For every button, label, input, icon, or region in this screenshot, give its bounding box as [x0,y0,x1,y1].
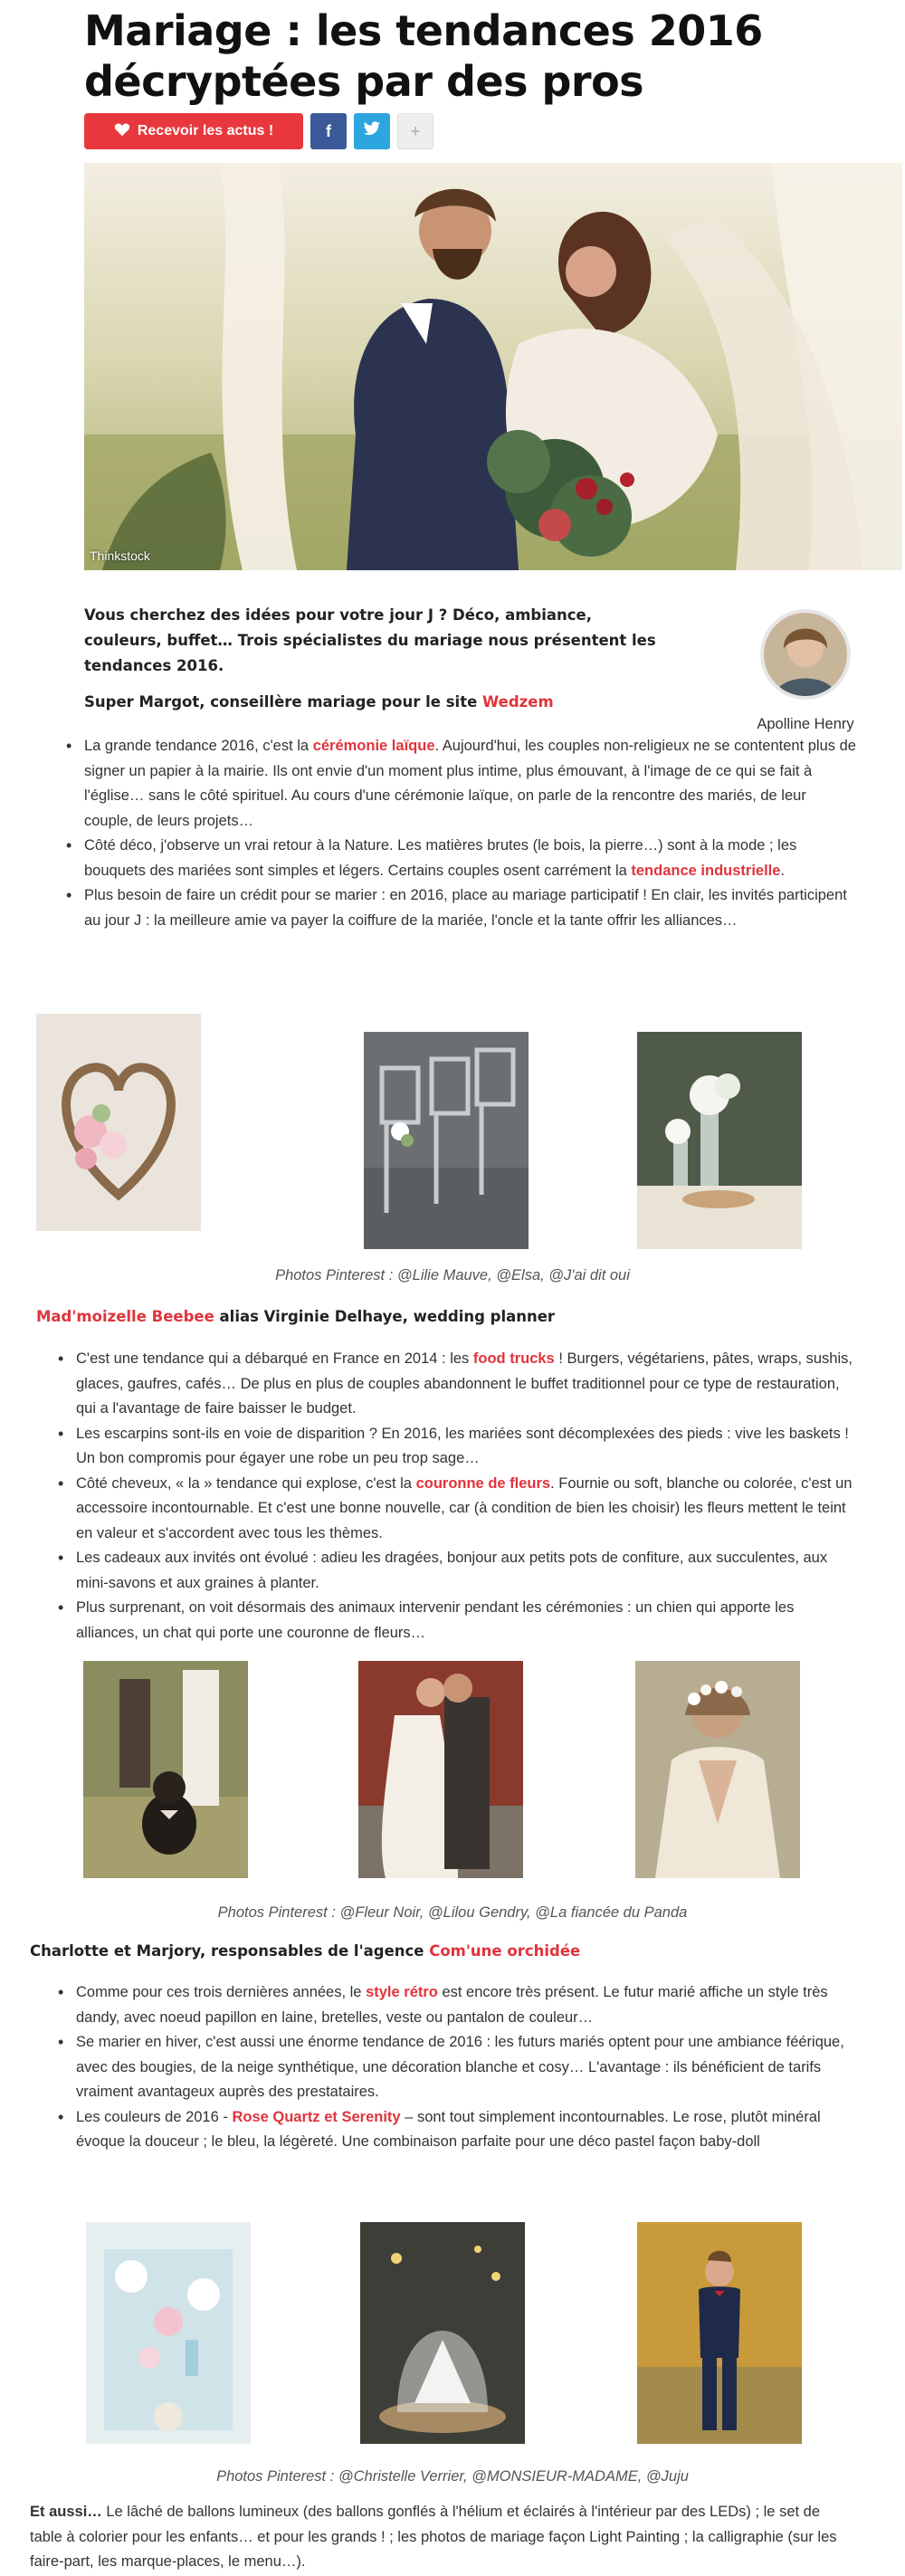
section1-list [61,734,857,933]
pastel-table-photo[interactable] [86,2222,251,2444]
ceremonie-laique-link[interactable]: cérémonie laïque [312,738,435,754]
outro-paragraph [30,2500,853,2575]
food-trucks-link[interactable]: food trucks [472,1350,555,1367]
couple-kiss-photo[interactable] [358,1661,523,1878]
section1-heading [84,693,554,711]
section3-heading [30,1942,580,1960]
section2-heading-text: alias Virginie Delhaye, wedding planner [214,1308,556,1325]
follow-news-label: Recevoir les actus ! [137,123,274,138]
list-item: • Les couleurs de 2016 - Rose Quartz et Serenity – sont tout simplement incontournables. Le rose, plutôt minéral évoque la douceur ; le bleu, la légèreté. Une combinaison parfaite pour une déco pastel façon baby-doll [52,2105,858,2155]
couronne-de-fleurs-link[interactable]: couronne de fleurs [415,1474,551,1492]
plus-icon: + [410,121,421,140]
list-item: • Côté cheveux, « la » tendance qui explose, c'est la couronne de fleurs. Fournie ou soft, blanche ou colorée, c'est un accessoire incontournable. Et c'est une bonne nouvelle, car (à condition de bien les choisir) les fleurs mettent le teint en valeur et s'accordent avec tous les thèmes. [52,1472,858,1547]
dog-wedding-photo[interactable] [83,1661,248,1878]
dandy-groom-photo[interactable] [637,2222,802,2444]
list-item: • Plus surprenant, on voit désormais des animaux intervenir pendant les cérémonies : un chien qui apporte les alliances, un chat qui porte une couronne de fleurs… [52,1596,858,1646]
list-item: • La grande tendance 2016, c'est la cérémonie laïque. Aujourd'hui, les couples non-religieux ne se contentent plus de signer un papier à la mairie. Ils ont envie d'un moment plus intime, plus émouvant, à l'image de ce qui se fait à l'église… sans le côté spirituel. Au cours d'une cérémonie laïque, on parle de la rencontre des mariés, de leur couple, de leurs projets… [61,734,857,834]
section2-list [52,1347,858,1646]
section1-heading-text: Super Margot, conseillère mariage pour le site [84,693,483,711]
article-title: Mariage : les tendances 2016 décryptées par des pros [84,6,763,106]
rose-quartz-serenity-link[interactable]: Rose Quartz et Serenity [232,2108,401,2125]
facebook-icon: f [326,121,331,140]
gallery-1-caption: Photos Pinterest : @Lilie Mauve, @Elsa, @J'ai dit oui [275,1267,630,1283]
more-share-button[interactable] [397,113,433,149]
section3-list [52,1980,858,2155]
facebook-share-button[interactable] [310,113,347,149]
author-card[interactable] [733,609,878,733]
wedzem-link[interactable]: Wedzem [482,693,554,711]
winter-cloche-photo[interactable] [360,2222,525,2444]
list-item: • Comme pour ces trois dernières années, le style rétro est encore très présent. Le futur marié affiche un style très dandy, avec noeud papillon en laine, bretelles, veste ou pantalon de couleur… [52,1980,858,2030]
hero-credit: Thinkstock [90,549,150,563]
author-avatar [760,609,851,700]
outro-text: Le lâché de ballons lumineux (des ballons gonflés à l'hélium et éclairés à l'intérieur par des LEDs) ; le set de table à colorier pour les enfants… et pour les grands ! ; les photos de mariage façon Light Painting ; la calligraphie (sur les faire-part, les marque-places, le menu…). [30,2504,837,2570]
twitter-icon [363,121,381,141]
table-centerpiece-photo[interactable] [637,1032,802,1249]
metal-chairs-photo[interactable] [364,1032,529,1249]
madmoizelle-beebee-link[interactable]: Mad'moizelle Beebee [36,1308,214,1325]
section2-heading [36,1308,555,1325]
hero-image [84,163,902,570]
style-retro-link[interactable]: style rétro [366,1984,438,2000]
list-item: • C'est une tendance qui a débarqué en France en 2014 : les food trucks ! Burgers, végétariens, pâtes, wraps, sushis, glaces, gaufres, cafés… De plus en plus de couples abandonnent le buffet traditionnel pour ce type de restauration, qui a l'avantage de faire baisser le budget. [52,1347,858,1422]
author-name[interactable]: Apolline Henry [757,716,854,732]
gallery-2 [36,1661,851,1878]
gallery-1 [36,1014,851,1240]
twitter-share-button[interactable] [354,113,390,149]
list-item: • Côté déco, j'observe un vrai retour à la Nature. Les matières brutes (le bois, la pierre…) sont à la mode ; les bouquets des mariées sont simples et légers. Certains couples osent carrément la tendance industrielle. [61,834,857,883]
list-item: • Les escarpins sont-ils en voie de disparition ? En 2016, les mariées sont décomplexées des pieds : vive les baskets ! Un bon compromis pour égayer une robe un peu trop sage… [52,1422,858,1472]
share-bar [84,113,433,149]
gallery-3-caption: Photos Pinterest : @Christelle Verrier, @MONSIEUR-MADAME, @Juju [216,2468,689,2485]
tendance-industrielle-link[interactable]: tendance industrielle [631,862,781,879]
gallery-2-caption: Photos Pinterest : @Fleur Noir, @Lilou Gendry, @La fiancée du Panda [217,1904,688,1921]
comune-orchidee-link[interactable]: Com'une orchidée [429,1942,581,1960]
heart-wreath-photo[interactable] [36,1014,201,1231]
gallery-3 [36,2222,851,2444]
flower-crown-photo[interactable] [635,1661,800,1878]
wedding-couple-photo [84,163,902,570]
list-item: • Les cadeaux aux invités ont évolué : adieu les dragées, bonjour aux petits pots de confiture, aux succulentes, aux mini-savons et aux graines à planter. [52,1546,858,1596]
list-item: • Se marier en hiver, c'est aussi une énorme tendance de 2016 : les futurs mariés optent pour une ambiance féérique, avec des bougies, de la neige synthétique, une décoration blanche et cosy… L'avantage : ils bénéficient de tarifs vraiment avantageux auprès des prestataires. [52,2030,858,2105]
follow-news-button[interactable] [84,113,303,149]
intro-text: Vous cherchez des idées pour votre jour J ? Déco, ambiance, couleurs, buffet… Trois spécialistes du mariage nous présentent les tendances 2016. [84,606,656,674]
outro-lead: Et aussi… [30,2504,102,2520]
list-item: • Plus besoin de faire un crédit pour se marier : en 2016, place au mariage participatif ! En clair, les invités participent au jour J : la meilleure amie va payer la coiffure de la mariée, l'oncle et la tante offrir les alliances… [61,883,857,933]
heart-icon [114,122,130,141]
section3-heading-text: Charlotte et Marjory, responsables de l'agence [30,1942,430,1960]
